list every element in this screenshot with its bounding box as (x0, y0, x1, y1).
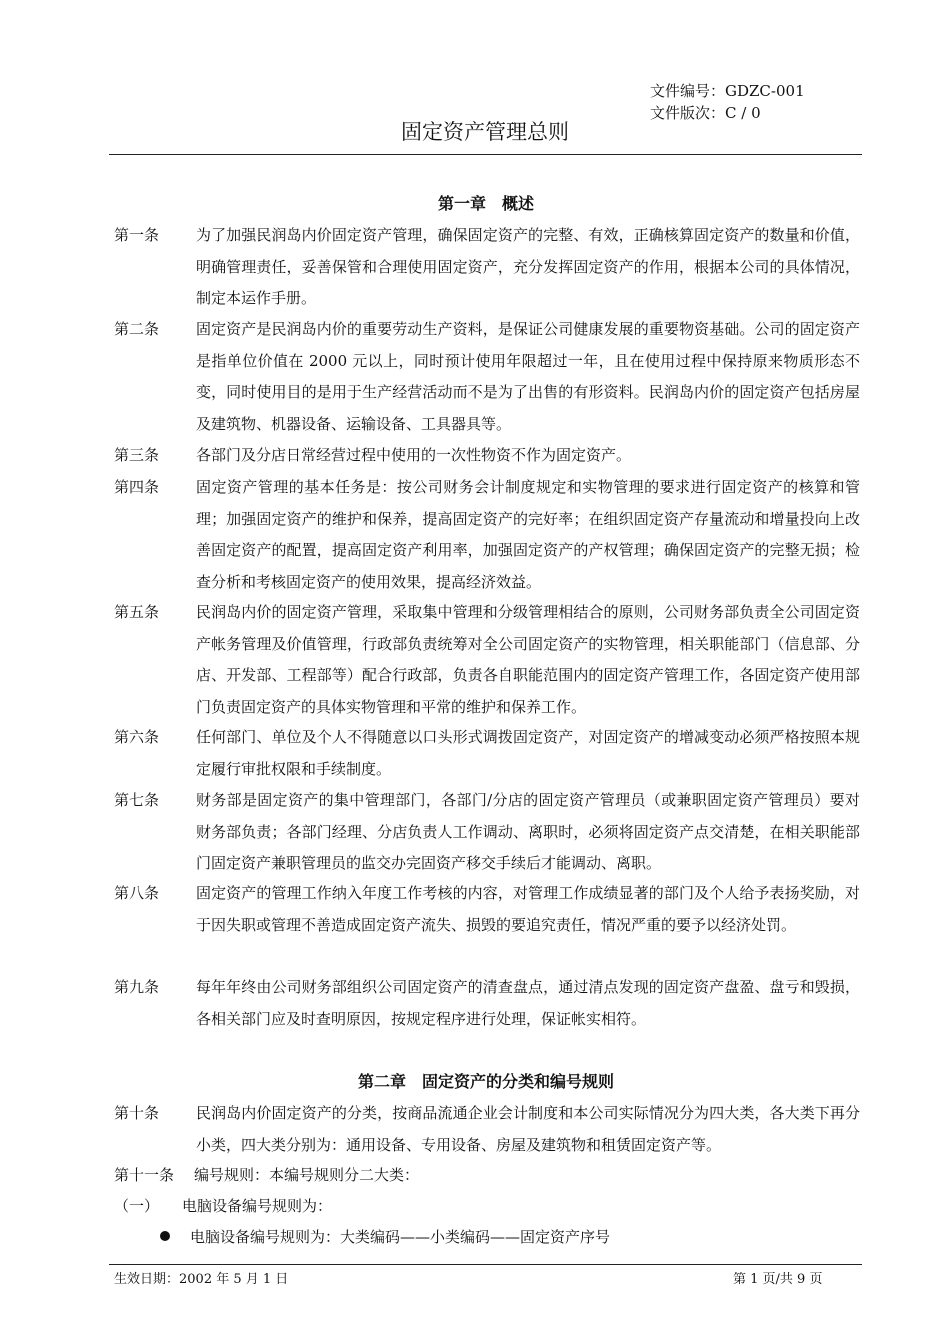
article-text: 任何部门、单位及个人不得随意以口头形式调拨固定资产，对固定资产的增减变动必须严格按照本规定履行审批权限和手续制度。 (196, 728, 860, 778)
article-text: 各部门及分店日常经营过程中使用的一次性物资不作为固定资产。 (196, 446, 632, 464)
article-label: 第八条 (114, 884, 160, 902)
article-label: 第七条 (114, 791, 160, 809)
bullet-icon (160, 1231, 170, 1241)
article (114, 972, 860, 1035)
article-label: 第五条 (114, 603, 160, 621)
article-text: 固定资产的管理工作纳入年度工作考核的内容，对管理工作成绩显著的部门及个人给予表扬奖励，对于因失职或管理不善造成固定资产流失、损毁的要追究责任，情况严重的要予以经济处罚。 (196, 884, 860, 934)
article-text: 民润岛内价的固定资产管理，采取集中管理和分级管理相结合的原则，公司财务部负责全公司固定资产帐务管理及价值管理，行政部负责统筹对全公司固定资产的实物管理，相关职能部门（信息部、分店、开发部、工程部等）配合行政部，负责各自职能范围内的固定资产管理工作，各固定资产使用部门负责固定资产的具体实物管理和平常的维护和保养工作。 (196, 603, 860, 716)
article-text: 为了加强民润岛内价固定资产管理，确保固定资产的完整、有效，正确核算固定资产的数量和价值，明确管理责任，妥善保管和合理使用固定资产，充分发挥固定资产的作用，根据本公司的具体情况，制定本运作手册。 (196, 226, 860, 307)
article-label: 第九条 (114, 978, 160, 996)
page-number: 第 1 页/共 9 页 (733, 1272, 823, 1287)
bullet-text: 电脑设备编号规则为：大类编码——小类编码——固定资产序号 (190, 1228, 611, 1246)
footer-divider (109, 1264, 862, 1265)
article-label: 第十条 (114, 1104, 160, 1122)
article (114, 440, 860, 472)
article-text: 财务部是固定资产的集中管理部门，各部门/分店的固定资产管理员（或兼职固定资产管理员）要对财务部负责；各部门经理、分店负责人工作调动、离职时，必须将固定资产点交清楚，在相关职能部门固定资产兼职管理员的监交办完固资产移交手续后才能调动、离职。 (196, 791, 860, 872)
subsection-number: （一） (114, 1197, 160, 1215)
article (114, 878, 860, 941)
subsection (114, 1195, 332, 1216)
title-divider (109, 154, 862, 155)
chapter-heading: 第一章 概述 (437, 194, 534, 213)
article-label: 第六条 (114, 728, 160, 746)
article-label: 第二条 (114, 320, 160, 338)
article-text: 每年年终由公司财务部组织公司固定资产的清查盘点，通过清点发现的固定资产盘盈、盘亏和毁损，各相关部门应及时查明原因，按规定程序进行处理，保证帐实相符。 (196, 978, 860, 1028)
chapter-heading: 第二章 固定资产的分类和编号规则 (357, 1072, 614, 1091)
subsection-text: 电脑设备编号规则为： (182, 1197, 333, 1215)
article-label: 第十一条 (114, 1166, 175, 1184)
article-text: 固定资产是民润岛内价的重要劳动生产资料，是保证公司健康发展的重要物资基础。公司的固定资产是指单位价值在 2000 元以上，同时预计使用年限超过一年，且在使用过程中保持原来物质形态不变，同时使用目的是用于生产经营活动而不是为了出售的有形资料。民润岛内价的固定资产包括房屋及建筑物、机器设备、运输设备、工具器具等。 (196, 320, 860, 433)
article (114, 785, 860, 880)
article (114, 1098, 860, 1161)
bullet-item (160, 1226, 610, 1247)
article (114, 314, 860, 440)
article (114, 472, 860, 598)
article-text: 编号规则：本编号规则分二大类： (194, 1166, 420, 1184)
file-number: 文件编号：GDZC-001 (650, 82, 805, 100)
article (114, 1160, 860, 1192)
article (114, 220, 860, 315)
article-text: 固定资产管理的基本任务是：按公司财务会计制度规定和实物管理的要求进行固定资产的核算和管理；加强固定资产的维护和保养，提高固定资产的完好率；在组织固定资产存量流动和增量投向上改善固定资产的配置，提高固定资产利用率，加强固定资产的产权管理；确保固定资产的完整无损；检查分析和考核固定资产的使用效果，提高经济效益。 (196, 478, 860, 591)
effective-date: 生效日期：2002 年 5 月 1 日 (114, 1272, 289, 1287)
document-title: 固定资产管理总则 (401, 120, 569, 144)
file-version: 文件版次：C / 0 (650, 104, 761, 122)
article-text: 民润岛内价固定资产的分类，按商品流通企业会计制度和本公司实际情况分为四大类，各大类下再分小类，四大类分别为：通用设备、专用设备、房屋及建筑物和租赁固定资产等。 (196, 1104, 860, 1154)
article-label: 第四条 (114, 478, 160, 496)
article-label: 第三条 (114, 446, 160, 464)
article (114, 597, 860, 723)
article-label: 第一条 (114, 226, 160, 244)
article (114, 722, 860, 785)
